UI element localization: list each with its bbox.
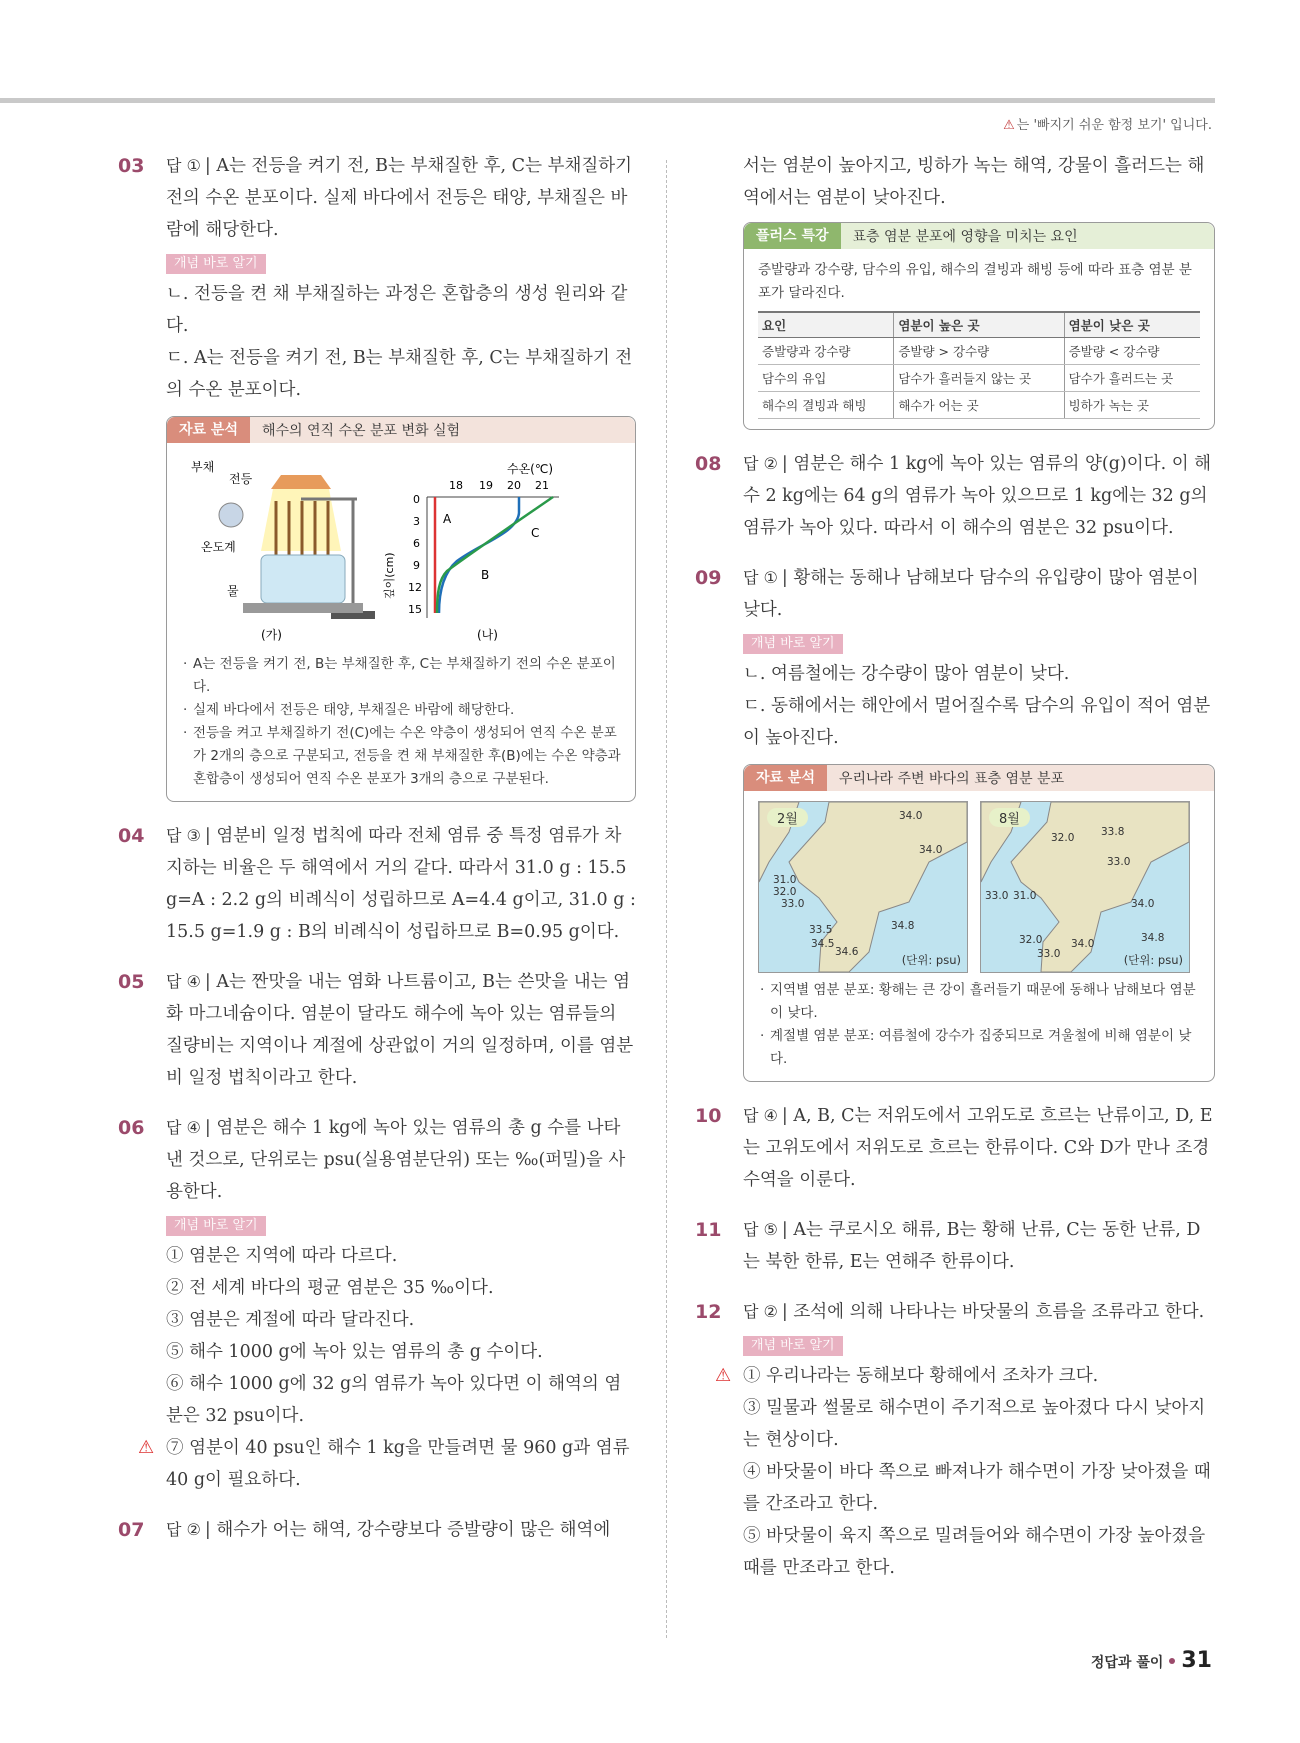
salinity-value: 33.5 bbox=[809, 924, 833, 936]
box-bullets bbox=[758, 979, 1200, 1071]
apparatus-base bbox=[243, 603, 363, 613]
answer-11 bbox=[695, 1214, 1215, 1278]
explanation-text: | A는 쿠로시오 해류, B는 황해 난류, C는 동한 난류, D는 북한 한류, E는 연해주 한류이다. bbox=[743, 1220, 1201, 1272]
concept-item: ④ 바닷물이 바다 쪽으로 빠져나가 해수면이 가장 낮아졌을 때를 간조라고 한다. bbox=[743, 1462, 1211, 1514]
trap-text: ① 우리나라는 동해보다 황해에서 조차가 크다. bbox=[743, 1366, 1099, 1386]
table-header: 요인 bbox=[758, 312, 894, 338]
salinity-value: 34.0 bbox=[1071, 938, 1095, 950]
salinity-value: 34.8 bbox=[891, 920, 915, 932]
answer-06 bbox=[118, 1112, 636, 1496]
trap-legend bbox=[1003, 114, 1212, 133]
salinity-value: 32.0 bbox=[773, 886, 797, 898]
bullet-item: · A는 전등을 켜기 전, B는 부채질한 후, C는 부채질하기 전의 수온 분포이다. bbox=[181, 653, 621, 699]
answer-key: 답 ① bbox=[166, 156, 201, 175]
curve-b-label: B bbox=[481, 568, 490, 582]
salinity-value: 34.0 bbox=[899, 810, 923, 822]
page-number: 31 bbox=[1181, 1648, 1212, 1673]
table-cell: 담수의 유입 bbox=[758, 365, 894, 392]
table-row bbox=[758, 338, 1200, 365]
trap-icon: ⚠ bbox=[138, 1437, 155, 1458]
figure-b-label: (나) bbox=[477, 628, 498, 642]
data-analysis-box-09 bbox=[743, 764, 1215, 1082]
y-tick: 9 bbox=[413, 559, 420, 572]
concept-item: ⑥ 해수 1000 g에 32 g의 염류가 녹아 있다면 이 해역의 염분은 32 psu이다. bbox=[166, 1374, 622, 1426]
page-footer bbox=[1091, 1648, 1212, 1673]
curve-a-label: A bbox=[443, 512, 452, 526]
box-bullets bbox=[181, 653, 621, 791]
answer-key: 답 ③ bbox=[166, 826, 201, 845]
table-cell: 담수가 흘러드는 곳 bbox=[1064, 365, 1200, 392]
answer-key: 답 ② bbox=[743, 1302, 778, 1321]
question-number: 08 bbox=[695, 453, 722, 475]
concept-item: ㄷ. A는 전등을 켜기 전, B는 부채질한 후, C는 부채질하기 전의 수온 분포이다. bbox=[166, 348, 633, 400]
answer-key: 답 ② bbox=[743, 454, 778, 473]
explanation-text: 서는 염분이 높아지고, 빙하가 녹는 해역, 강물이 흘러드는 해역에서는 염분이 낮아진다. bbox=[743, 156, 1205, 208]
explanation-text: | A는 짠맛을 내는 염화 나트륨이고, B는 쓴맛을 내는 염화 마그네슘이다. 염분이 달라도 해수에 녹아 있는 염류들의 질량비는 지역이나 계절에 상관없이 거의 일정하며, 이를 염분비 일정 법칙이라고 한다. bbox=[166, 972, 634, 1088]
curve-c bbox=[437, 497, 553, 613]
top-rule bbox=[0, 98, 1215, 103]
trap-item bbox=[715, 1360, 1215, 1392]
answer-key: 답 ② bbox=[166, 1520, 201, 1539]
salinity-value: 31.0 bbox=[773, 874, 797, 886]
answer-08 bbox=[695, 448, 1215, 544]
y-tick: 3 bbox=[413, 515, 420, 528]
box-label: 자료 분석 bbox=[744, 765, 827, 791]
right-column bbox=[695, 150, 1215, 1602]
box-label: 플러스 특강 bbox=[744, 223, 841, 249]
concept-item: ⑤ 바닷물이 육지 쪽으로 밀려들어와 해수면이 가장 높아졌을 때를 만조라고 한다. bbox=[743, 1526, 1206, 1578]
x-tick: 20 bbox=[507, 479, 521, 492]
bullet-item: · 전등을 켜고 부채질하기 전(C)에는 수온 약층이 생성되어 연직 수온 분포가 2개의 층으로 구분되고, 전등을 켠 채 부채질한 후(B)에는 수온 약층과 혼합층이 생성되어 연직 수온 분포가 3개의 층으로 구분된다. bbox=[181, 722, 621, 791]
explanation-text: | 염분비 일정 법칙에 따라 전체 염류 중 특정 염류가 차지하는 비율은 두 해역에서 거의 같다. 따라서 31.0 g : 15.5 g=A : 2.2 g의 비례식이 성립하므로 A=4.4 g이고, 31.0 g : 15.5 g=1.9 g : B의 비례식이 성립하므로 B=0.95 g이다. bbox=[166, 826, 636, 942]
graph-x-label: 수온(℃) bbox=[507, 462, 554, 476]
experiment-figure bbox=[181, 453, 569, 643]
salinity-value: 31.0 bbox=[1013, 890, 1037, 902]
water-beaker bbox=[261, 555, 345, 603]
salinity-value: 34.5 bbox=[811, 938, 835, 950]
table-cell: 증발량 > 강수량 bbox=[894, 338, 1064, 365]
y-tick: 6 bbox=[413, 537, 420, 550]
salinity-value: 34.6 bbox=[835, 946, 859, 958]
salinity-value: 32.0 bbox=[1019, 934, 1043, 946]
water-label: 물 bbox=[227, 584, 239, 598]
trap-icon: ⚠ bbox=[1003, 118, 1015, 133]
x-tick: 21 bbox=[535, 479, 549, 492]
y-tick: 15 bbox=[408, 603, 422, 616]
figure-a-label: (가) bbox=[261, 628, 282, 642]
box-title: 우리나라 주변 바다의 표층 염분 분포 bbox=[838, 771, 1065, 787]
trap-item bbox=[138, 1432, 636, 1496]
fan-label: 부채 bbox=[191, 460, 215, 474]
table-header: 염분이 높은 곳 bbox=[894, 312, 1064, 338]
answer-key: 답 ④ bbox=[166, 1118, 201, 1137]
question-number: 11 bbox=[695, 1219, 722, 1241]
salinity-value: 33.0 bbox=[985, 890, 1009, 902]
table-header: 염분이 낮은 곳 bbox=[1064, 312, 1200, 338]
concept-item: ㄷ. 동해에서는 해안에서 멀어질수록 담수의 유입이 적어 염분이 높아진다. bbox=[743, 696, 1211, 748]
plus-description: 증발량과 강수량, 담수의 유입, 해수의 결빙과 해빙 등에 따라 표층 염분 분포가 달라진다. bbox=[758, 262, 1192, 301]
answer-10 bbox=[695, 1100, 1215, 1196]
lamp-shape bbox=[271, 475, 331, 489]
answer-05 bbox=[118, 966, 636, 1094]
answer-key: 답 ⑤ bbox=[743, 1220, 778, 1239]
curve-c-label: C bbox=[531, 526, 540, 540]
thermometer-label: 온도계 bbox=[201, 540, 236, 554]
table-cell: 증발량 < 강수량 bbox=[1064, 338, 1200, 365]
trap-legend-text: 는 '빠지기 쉬운 함정 보기' 입니다. bbox=[1016, 118, 1212, 133]
explanation-text: | 염분은 해수 1 kg에 녹아 있는 염류의 양(g)이다. 이 해수 2 kg에는 64 g의 염류가 녹아 있으므로 1 kg에는 32 g의 염류가 녹아 있다. 따라서 이 해수의 염분은 32 psu이다. bbox=[743, 454, 1212, 538]
salinity-value: 33.0 bbox=[781, 898, 805, 910]
lamp-label: 전등 bbox=[229, 472, 253, 486]
footer-dot-icon bbox=[1169, 1658, 1175, 1664]
salinity-value: 34.0 bbox=[919, 844, 943, 856]
map-month-label: 8월 bbox=[989, 808, 1030, 827]
salinity-value: 33.0 bbox=[1107, 856, 1131, 868]
answer-04 bbox=[118, 820, 636, 948]
salinity-value: 34.0 bbox=[1131, 898, 1155, 910]
trap-icon: ⚠ bbox=[715, 1365, 732, 1386]
answer-07 bbox=[118, 1514, 636, 1546]
table-cell: 증발량과 강수량 bbox=[758, 338, 894, 365]
map-february bbox=[758, 801, 968, 973]
trap-text: ⑦ 염분이 40 psu인 해수 1 kg을 만들려면 물 960 g과 염류 40 g이 필요하다. bbox=[166, 1438, 630, 1490]
concept-item: ② 전 세계 바다의 평균 염분은 35 ‰이다. bbox=[166, 1278, 494, 1298]
concept-tag: 개념 바로 알기 bbox=[166, 1216, 266, 1236]
answer-07-continued bbox=[695, 150, 1215, 214]
concept-item: ㄴ. 전등을 켠 채 부채질하는 과정은 혼합층의 생성 원리와 같다. bbox=[166, 284, 628, 336]
box-label: 자료 분석 bbox=[167, 417, 250, 443]
question-number: 12 bbox=[695, 1301, 722, 1323]
x-tick: 18 bbox=[449, 479, 463, 492]
explanation-text: | 해수가 어는 해역, 강수량보다 증발량이 많은 해역에 bbox=[204, 1520, 611, 1540]
table-row bbox=[758, 365, 1200, 392]
table-cell: 해수의 결빙과 해빙 bbox=[758, 392, 894, 419]
concept-tag: 개념 바로 알기 bbox=[166, 254, 266, 274]
table-cell: 해수가 어는 곳 bbox=[894, 392, 1064, 419]
concept-item: ① 염분은 지역에 따라 다르다. bbox=[166, 1246, 398, 1266]
explanation-text: | 황해는 동해나 남해보다 담수의 유입량이 많아 염분이 낮다. bbox=[743, 568, 1199, 620]
bullet-item: · 지역별 염분 분포: 황해는 큰 강이 흘러들기 때문에 동해나 남해보다 염분이 낮다. bbox=[758, 979, 1200, 1025]
salinity-value: 34.8 bbox=[1141, 932, 1165, 944]
y-tick: 12 bbox=[408, 581, 422, 594]
map-unit: (단위: psu) bbox=[901, 953, 961, 967]
salinity-value: 32.0 bbox=[1051, 832, 1075, 844]
answer-12 bbox=[695, 1296, 1215, 1584]
left-column bbox=[118, 150, 636, 1564]
salinity-factor-table bbox=[758, 311, 1200, 419]
answer-03 bbox=[118, 150, 636, 406]
map-unit: (단위: psu) bbox=[1123, 953, 1183, 967]
bullet-item: · 계절별 염분 분포: 여름철에 강수가 집중되므로 겨울철에 비해 염분이 낮다. bbox=[758, 1025, 1200, 1071]
answer-key: 답 ④ bbox=[166, 972, 201, 991]
question-number: 06 bbox=[118, 1117, 145, 1139]
concept-tag: 개념 바로 알기 bbox=[743, 634, 843, 654]
answer-key: 답 ① bbox=[743, 568, 778, 587]
explanation-text: | 조석에 의해 나타나는 바닷물의 흐름을 조류라고 한다. bbox=[781, 1302, 1205, 1322]
x-tick: 19 bbox=[479, 479, 493, 492]
footer-title: 정답과 풀이 bbox=[1090, 1655, 1164, 1671]
question-number: 10 bbox=[695, 1105, 722, 1127]
bullet-item: · 실제 바다에서 전등은 태양, 부채질은 바람에 해당한다. bbox=[181, 699, 621, 722]
question-number: 04 bbox=[118, 825, 145, 847]
box-title: 해수의 연직 수온 분포 변화 실험 bbox=[261, 423, 461, 439]
map-august bbox=[980, 801, 1190, 973]
concept-item: ③ 밀물과 썰물로 해수면이 주기적으로 높아졌다 다시 낮아지는 현상이다. bbox=[743, 1398, 1206, 1450]
concept-item: ⑤ 해수 1000 g에 녹아 있는 염류의 총 g 수이다. bbox=[166, 1342, 543, 1362]
column-divider bbox=[666, 160, 667, 1638]
table-row bbox=[758, 392, 1200, 419]
table-cell: 담수가 흘러들지 않는 곳 bbox=[894, 365, 1064, 392]
concept-item: ㄴ. 여름철에는 강수량이 많아 염분이 낮다. bbox=[743, 664, 1070, 684]
table-cell: 빙하가 녹는 곳 bbox=[1064, 392, 1200, 419]
question-number: 03 bbox=[118, 155, 145, 177]
answer-key: 답 ④ bbox=[743, 1106, 778, 1125]
question-number: 09 bbox=[695, 567, 722, 589]
map-month-label: 2월 bbox=[767, 808, 808, 827]
y-tick: 0 bbox=[413, 493, 420, 506]
salinity-maps bbox=[758, 801, 1200, 973]
explanation-text: | A는 전등을 켜기 전, B는 부채질한 후, C는 부채질하기 전의 수온 분포이다. 실제 바다에서 전등은 태양, 부채질은 바람에 해당한다. bbox=[166, 156, 633, 240]
box-title: 표층 염분 분포에 영향을 미치는 요인 bbox=[852, 229, 1078, 245]
concept-tag: 개념 바로 알기 bbox=[743, 1336, 843, 1356]
salinity-value: 33.0 bbox=[1037, 948, 1061, 960]
graph-y-label: 깊이(cm) bbox=[383, 552, 396, 599]
data-analysis-box-03 bbox=[166, 416, 636, 802]
question-number: 07 bbox=[118, 1519, 145, 1541]
answer-09 bbox=[695, 562, 1215, 754]
plus-lecture-box bbox=[743, 222, 1215, 430]
question-number: 05 bbox=[118, 971, 145, 993]
explanation-text: | A, B, C는 저위도에서 고위도로 흐르는 난류이고, D, E는 고위도에서 저위도로 흐르는 한류이다. C와 D가 만나 조경 수역을 이룬다. bbox=[743, 1106, 1213, 1190]
salinity-value: 33.8 bbox=[1101, 826, 1125, 838]
explanation-text: | 염분은 해수 1 kg에 녹아 있는 염류의 총 g 수를 나타낸 것으로, 단위로는 psu(실용염분단위) 또는 ‰(퍼밀)을 사용한다. bbox=[166, 1118, 626, 1202]
concept-item: ③ 염분은 계절에 따라 달라진다. bbox=[166, 1310, 415, 1330]
fan-shape bbox=[219, 503, 243, 527]
